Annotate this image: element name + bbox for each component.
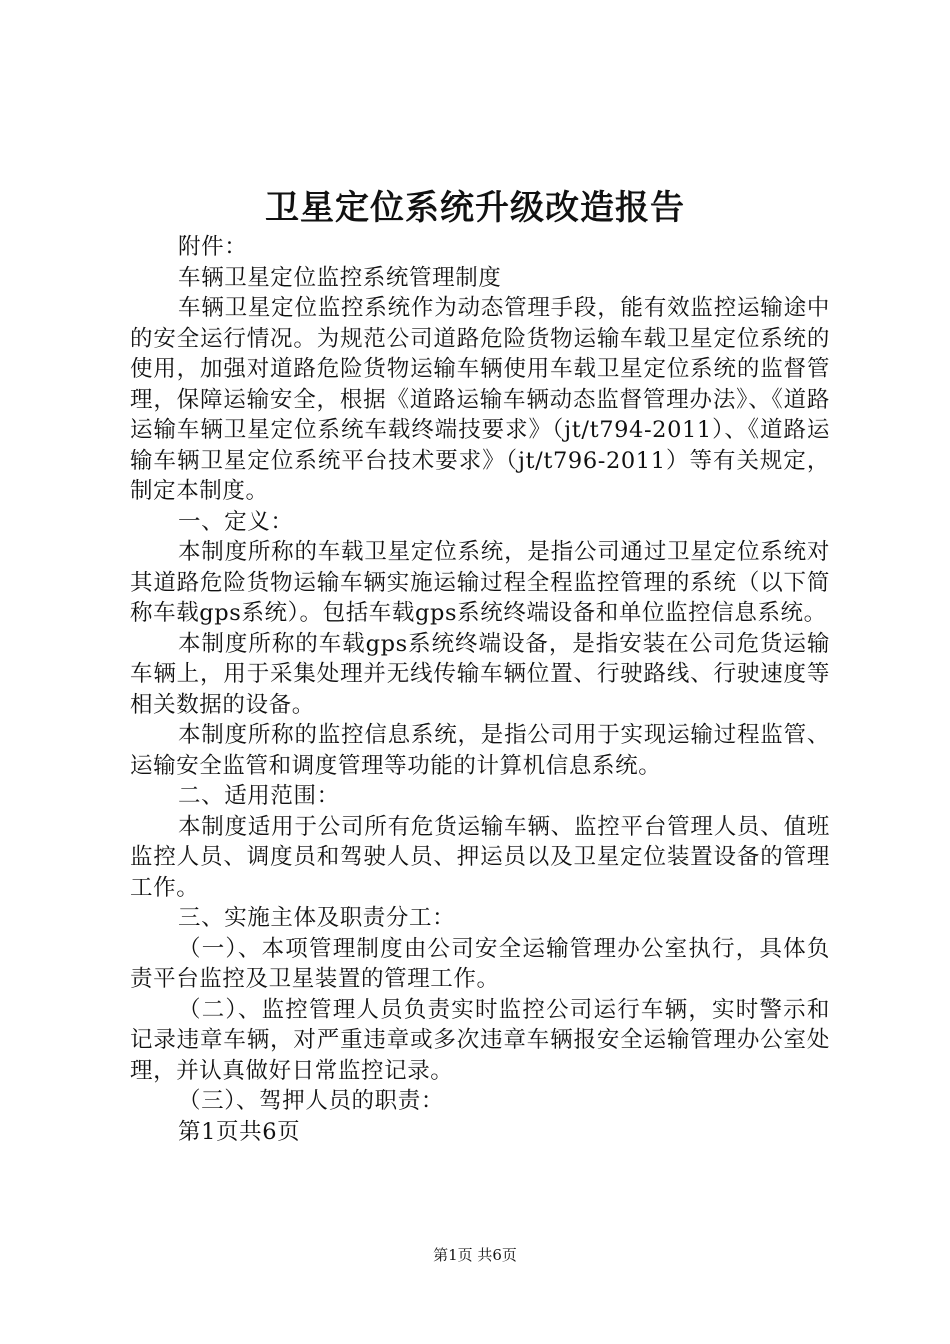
page-footer: 第1页 共6页 xyxy=(433,1246,517,1264)
paragraph-responsibility-2: （二）、监控管理人员负责实时监控公司运行车辆，实时警示和记录违章车辆，对严重违章或多次违章车辆报安全运输管理办公室处理，并认真做好日常监控记录。 xyxy=(130,996,830,1084)
paragraph-responsibility-3: （三）、驾押人员的职责： xyxy=(178,1088,444,1114)
paragraph-definition-monitoring: 本制度所称的监控信息系统，是指公司用于实现运输过程监管、运输安全监管和调度管理等功能的计算机信息系统。 xyxy=(130,722,830,779)
section-heading-scope: 二、适用范围： xyxy=(178,783,340,809)
paragraph-scope: 本制度适用于公司所有危货运输车辆、监控平台管理人员、值班监控人员、调度员和驾驶人员、押运员以及卫星定位装置设备的管理工作。 xyxy=(130,813,830,901)
paragraph-inline-page-number: 第1页共6页 xyxy=(178,1118,301,1145)
paragraph-definition-terminal: 本制度所称的车载gps系统终端设备，是指安装在公司危货运输车辆上，用于采集处理并无线传输车辆位置、行驶路线、行驶速度等相关数据的设备。 xyxy=(130,630,830,718)
paragraph-intro: 车辆卫星定位监控系统作为动态管理手段，能有效监控运输途中的安全运行情况。为规范公司道路危险货物运输车载卫星定位系统的使用，加强对道路危险货物运输车辆使用车载卫星定位系统的监督管理，保障运输安全，根据《道路运输车辆动态监督管理办法》、《道路运输车辆卫星定位系统车载终端技要求》（jt/t794-2011）、《道路运输车辆卫星定位系统平台技术要求》（jt/t796-2011）等有关规定，制定本制度。 xyxy=(130,295,830,504)
section-heading-responsibilities: 三、实施主体及职责分工： xyxy=(178,905,456,931)
section-heading-definition: 一、定义： xyxy=(178,508,294,535)
document-body xyxy=(130,232,830,1147)
paragraph-definition-system: 本制度所称的车载卫星定位系统，是指公司通过卫星定位系统对其道路危险货物运输车辆实施运输过程全程监控管理的系统（以下简称车载gps系统）。包括车载gps系统终端设备和单位监控信息系统。 xyxy=(130,539,830,626)
paragraph-subtitle: 车辆卫星定位监控系统管理制度 xyxy=(178,264,502,291)
paragraph-attachment: 附件： xyxy=(178,234,248,260)
paragraph-responsibility-1: （一）、本项管理制度由公司安全运输管理办公室执行，具体负责平台监控及卫星装置的管理工作。 xyxy=(130,935,830,992)
document-title: 卫星定位系统升级改造报告 xyxy=(265,188,685,228)
